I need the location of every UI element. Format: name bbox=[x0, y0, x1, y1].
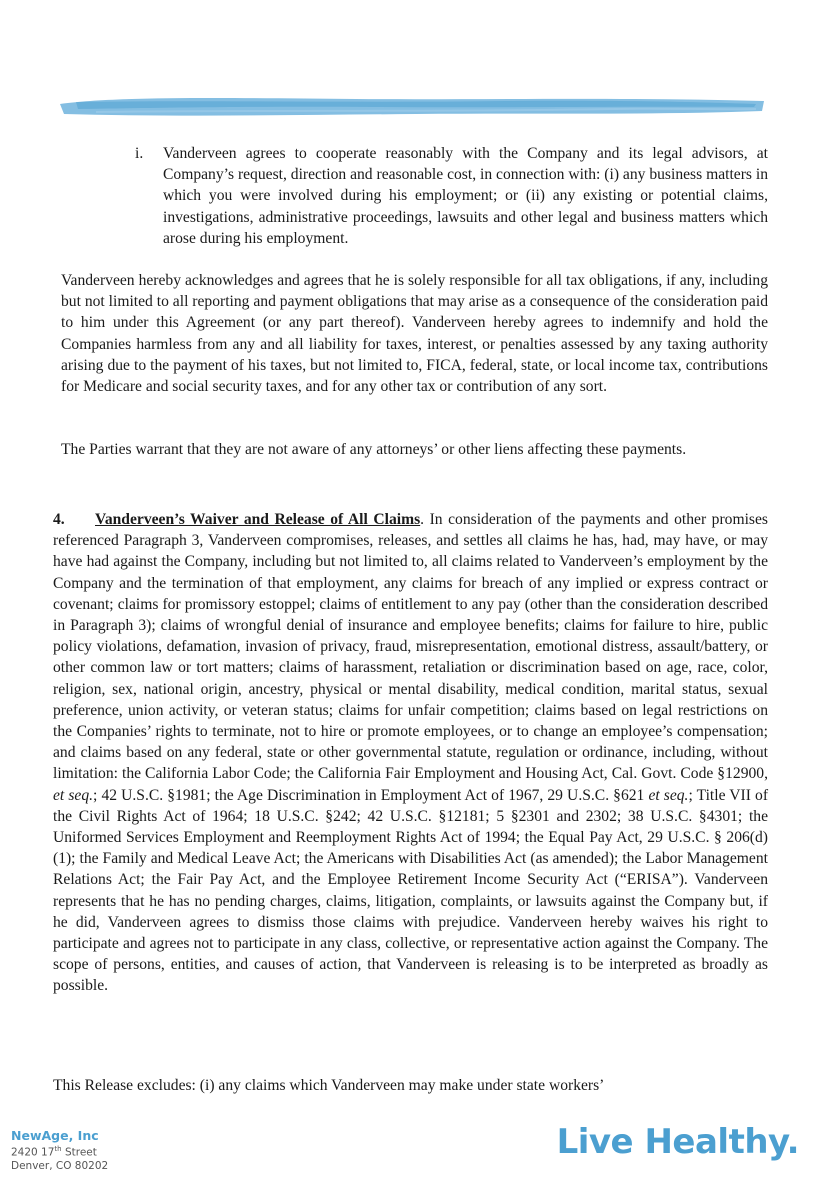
section-italic-2: et seq. bbox=[648, 786, 689, 804]
exclusions-paragraph: This Release excludes: (i) any claims which Vanderveen may make under state workers’ bbox=[53, 1077, 605, 1094]
company-name: NewAge, Inc bbox=[11, 1128, 99, 1143]
address-ordinal-suffix: th bbox=[54, 1145, 62, 1153]
section-italic-1: et seq. bbox=[53, 786, 94, 804]
brand-tagline: Live Healthy. bbox=[556, 1122, 799, 1162]
address-line-2: Denver, CO 80202 bbox=[11, 1159, 109, 1172]
tax-obligations-paragraph: Vanderveen hereby acknowledges and agrees that he is solely responsible for all tax obligations, if any, including but not limited to all reporting and payment obligations that may arise as a consequence of the consideration paid to him under this Agreement (or any part thereof). Vanderveen hereby agrees to indemnify and hold the Companies harmless from any and all liability for taxes, interest, or penalties assessed by any taxing authority arising due to the payment of his taxes, but not limited to, FICA, federal, state, or local income tax, contributions for Medicare and social security taxes, and for any other tax or contribution of any sort. bbox=[61, 272, 768, 396]
address-street-number: 2420 17 bbox=[11, 1146, 55, 1159]
section-heading: Vanderveen’s Waiver and Release of All Claims bbox=[95, 511, 421, 528]
cooperation-clause: Vanderveen agrees to cooperate reasonably with the Company and its legal advisors, at Company’s request, direction and reasonable cost, in connection with: (i) any business matters in which you were involved during his employment; or (ii) any existing or potential claims, investigations, administrative proceedings, lawsuits and other legal and business matters which arose during his employment. bbox=[163, 145, 768, 247]
liens-paragraph: The Parties warrant that they are not aware of any attorneys’ or other liens affecting these payments. bbox=[61, 441, 687, 458]
address-street-name: Street bbox=[61, 1146, 97, 1159]
section-body-1: . In consideration of the payments and other promises referenced Paragraph 3, Vanderveen compromises, releases, and settles all claims he has, had, may have, or may have had against the Company, including but not limited to, all claims related to Vanderveen’s employment by the Company and the termination of that employment, any claims for breach of any implied or express contract or covenant; claims for promissory estoppel; claims of entitlement to any pay (other than the consideration described in Paragraph 3); claims of wrongful denial of insurance and employee benefits; claims for failure to hire, public policy violations, defamation, invasion of privacy, fraud, misrepresentation, emotional distress, assault/battery, or other common law or tort matters; claims of harassment, retaliation or discrimination based on age, race, color, religion, sex, national origin, ancestry, physical or mental disability, medical condition, marital status, sexual preference, union activity, or veteran status; claims for unfair competition; claims based on legal restrictions on the Companies’ rights to terminate, not to hire or promote employees, or to change an employee’s compensation; and claims based on any federal, state or other governmental statute, regulation or ordinance, including, without limitation: the California Labor Code; the California Fair Employment and Housing Act, Cal. Govt. Code §12900, bbox=[53, 511, 768, 783]
section-number: 4. bbox=[53, 511, 65, 528]
watercolor-brush-stroke-icon bbox=[56, 92, 768, 122]
address-line-1 bbox=[11, 1143, 108, 1160]
release-section bbox=[53, 509, 768, 997]
section-body-3: ; Title VII of the Civil Rights Act of 1964; 18 U.S.C. §242; 42 U.S.C. §12181; 5 §2301 and 2302; 38 U.S.C. §4301; the Uniformed Services Employment and Reemployment Rights Act of 1994; the Equal Pay Act, 29 U.S.C. § 206(d)(1); the Family and Medical Leave Act; the Americans with Disabilities Act (as amended); the Labor Management Relations Act; the Fair Pay Act, and the Employee Retirement Income Security Act (“ERISA”). Vanderveen represents that he has no pending charges, claims, litigation, complaints, or lawsuits against the Company but, if he did, Vanderveen agrees to dismiss those claims with prejudice. Vanderveen hereby waives his right to participate and agrees not to participate in any class, collective, or representative action against the Company. The scope of persons, entities, and causes of action, that Vanderveen is releasing is to be interpreted as broadly as possible. bbox=[53, 786, 769, 995]
list-marker: i. bbox=[135, 145, 144, 162]
company-address-block bbox=[11, 1128, 108, 1173]
section-body-2: ; 42 U.S.C. §1981; the Age Discrimination in Employment Act of 1967, 29 U.S.C. §621 bbox=[93, 786, 649, 804]
